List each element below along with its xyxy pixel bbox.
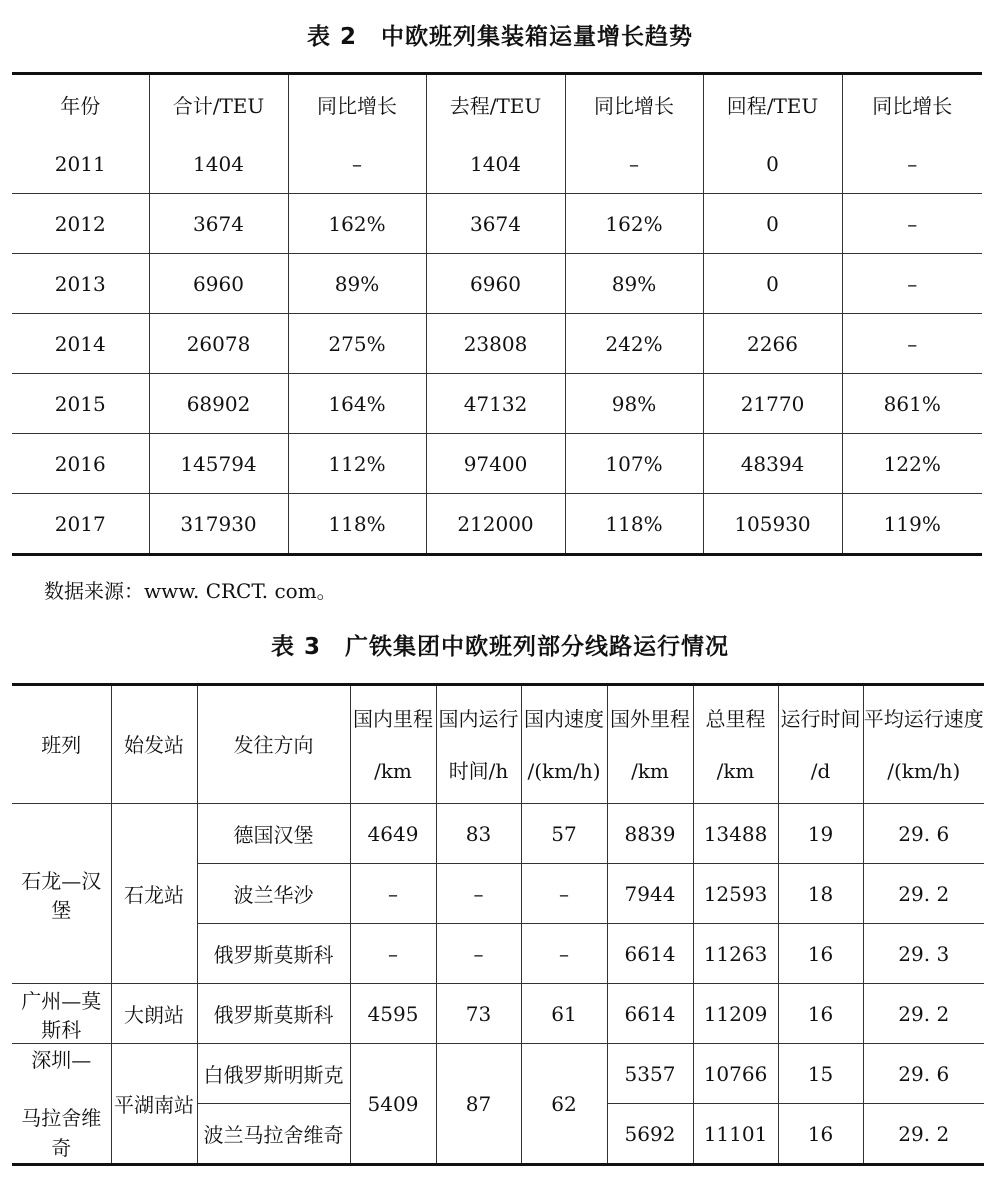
table-cell: 62: [521, 1044, 607, 1165]
table-cell: –: [521, 924, 607, 984]
header-cell: 发往方向: [197, 685, 350, 804]
table-cell: 3674: [426, 194, 565, 254]
route-operations-table: [12, 683, 984, 1166]
table-cell: 118%: [565, 494, 703, 555]
table2-caption: 表 2 中欧班列集装箱运量增长趋势: [306, 24, 693, 50]
table-cell: 4649: [350, 804, 436, 864]
origin-cell: 大朗站: [111, 984, 197, 1044]
table-cell: 57: [521, 804, 607, 864]
table-cell: 5357: [607, 1044, 693, 1104]
table-cell: 162%: [565, 194, 703, 254]
table-cell: 18: [778, 864, 863, 924]
table-cell: 1404: [426, 134, 565, 194]
table-cell: 5692: [607, 1104, 693, 1165]
table-cell: 317930: [149, 494, 288, 555]
table-cell: 2266: [703, 314, 842, 374]
table-cell: 275%: [288, 314, 426, 374]
table-cell: 4595: [350, 984, 436, 1044]
table3-caption: 表 3 广铁集团中欧班列部分线路运行情况: [270, 634, 729, 660]
table-cell: 5409: [350, 1044, 436, 1165]
header-cell: 始发站: [111, 685, 197, 804]
destination-cell: 俄罗斯莫斯科: [197, 984, 350, 1044]
header-cell: 去程/TEU: [426, 74, 565, 135]
header-cell: 国内运行 时间/h: [436, 685, 521, 804]
table-cell: –: [350, 864, 436, 924]
header-cell: 运行时间 /d: [778, 685, 863, 804]
header-cell: 国内里程 /km: [350, 685, 436, 804]
table-cell: 83: [436, 804, 521, 864]
table-row: [12, 494, 982, 555]
table-cell: 11101: [693, 1104, 778, 1165]
table-row: [12, 374, 982, 434]
table-cell: 118%: [288, 494, 426, 555]
table-cell: 29. 2: [898, 1121, 950, 1146]
table-cell: 3674: [149, 194, 288, 254]
table-cell: 242%: [565, 314, 703, 374]
container-volume-table: [12, 72, 982, 556]
table-row: [12, 804, 984, 864]
year-cell: 2015: [12, 374, 149, 434]
table-cell: 7944: [607, 864, 693, 924]
table-cell: 1404: [149, 134, 288, 194]
table-cell: 11263: [693, 924, 778, 984]
table-cell: 145794: [149, 434, 288, 494]
table-cell: 89%: [565, 254, 703, 314]
table-cell: 6960: [426, 254, 565, 314]
table-cell: 212000: [426, 494, 565, 555]
header-cell: 平均运行速度 /(km/h): [863, 685, 984, 804]
table-cell: 29. 2: [863, 984, 984, 1044]
table-cell: 29. 3: [863, 924, 984, 984]
table-row: [12, 434, 982, 494]
table-cell: 19: [778, 804, 863, 864]
header-cell: 国内速度 /(km/h): [521, 685, 607, 804]
header-cell: 同比增长: [872, 94, 953, 118]
table-cell: 12593: [693, 864, 778, 924]
year-cell: 2013: [12, 254, 149, 314]
header-cell: 国外里程 /km: [607, 685, 693, 804]
table-cell: 6614: [607, 924, 693, 984]
table-cell: –: [436, 864, 521, 924]
header-cell: 同比增长: [565, 74, 703, 135]
table-row: [12, 1044, 984, 1104]
line-cell: 广州—莫斯科: [12, 984, 111, 1044]
table-cell: 0: [703, 254, 842, 314]
table-cell: 21770: [703, 374, 842, 434]
table-cell: –: [436, 924, 521, 984]
line-cell: 石龙—汉堡: [12, 804, 111, 984]
header-cell: 同比增长: [288, 74, 426, 135]
year-cell: 2014: [12, 314, 149, 374]
table-cell: 73: [436, 984, 521, 1044]
table-cell: 16: [778, 924, 863, 984]
destination-cell: 德国汉堡: [197, 804, 350, 864]
destination-cell: 俄罗斯莫斯科: [197, 924, 350, 984]
table-cell: –: [288, 134, 426, 194]
table-cell: –: [842, 194, 982, 254]
table-cell: 164%: [288, 374, 426, 434]
year-cell: 2012: [12, 194, 149, 254]
table-cell: 15: [778, 1044, 863, 1104]
table-cell: 68902: [149, 374, 288, 434]
header-cell: 班列: [12, 685, 111, 804]
table-cell: 861%: [842, 374, 982, 434]
table-cell: 0: [703, 194, 842, 254]
table-cell: –: [842, 254, 982, 314]
table-cell: –: [842, 314, 982, 374]
origin-cell: 石龙站: [111, 804, 197, 984]
header-cell: 合计/TEU: [149, 74, 288, 135]
table-cell: 89%: [288, 254, 426, 314]
data-source-note: 数据来源：www. CRCT. com。: [44, 579, 337, 603]
table-cell: 119%: [883, 511, 941, 536]
table-cell: 8839: [607, 804, 693, 864]
table-cell: 23808: [426, 314, 565, 374]
table-row: [12, 194, 982, 254]
table-cell: 107%: [565, 434, 703, 494]
table-header-row: [12, 74, 982, 135]
table-cell: 87: [436, 1044, 521, 1165]
header-cell: 回程/TEU: [703, 74, 842, 135]
table-cell: 29. 2: [863, 864, 984, 924]
table-cell: 29. 6: [863, 804, 984, 864]
table-cell: 16: [778, 984, 863, 1044]
header-cell: 总里程 /km: [693, 685, 778, 804]
destination-cell: 波兰华沙: [197, 864, 350, 924]
table-row: [12, 314, 982, 374]
table-cell: –: [350, 924, 436, 984]
table-cell: 26078: [149, 314, 288, 374]
origin-cell: 平湖南站: [111, 1044, 197, 1165]
table-cell: 61: [521, 984, 607, 1044]
table-cell: 13488: [693, 804, 778, 864]
table-cell: 11209: [693, 984, 778, 1044]
table-cell: 29. 6: [863, 1044, 984, 1104]
table-row: [12, 254, 982, 314]
table-cell: 97400: [426, 434, 565, 494]
header-cell: 年份: [12, 74, 149, 135]
destination-cell: 白俄罗斯明斯克: [197, 1044, 350, 1104]
table-cell: 16: [778, 1104, 863, 1165]
table-cell: –: [521, 864, 607, 924]
table-cell: 122%: [842, 434, 982, 494]
table-row: [12, 984, 984, 1044]
table-cell: 6960: [149, 254, 288, 314]
table-cell: 112%: [288, 434, 426, 494]
table-row: [12, 134, 982, 194]
year-cell: 2011: [12, 134, 149, 194]
table-cell: 98%: [565, 374, 703, 434]
destination-cell: 波兰马拉舍维奇: [197, 1104, 350, 1165]
line-cell: 深圳— 马拉舍维奇: [12, 1044, 111, 1165]
table-cell: 47132: [426, 374, 565, 434]
table-cell: 48394: [703, 434, 842, 494]
table-cell: –: [565, 134, 703, 194]
table-cell: 162%: [288, 194, 426, 254]
table-cell: 10766: [693, 1044, 778, 1104]
year-cell: 2016: [12, 434, 149, 494]
table-cell: 105930: [703, 494, 842, 555]
table-header-row: [12, 685, 984, 804]
table-cell: 0: [703, 134, 842, 194]
table-cell: 6614: [607, 984, 693, 1044]
year-cell: 2017: [12, 494, 149, 555]
table-cell: –: [842, 134, 982, 194]
